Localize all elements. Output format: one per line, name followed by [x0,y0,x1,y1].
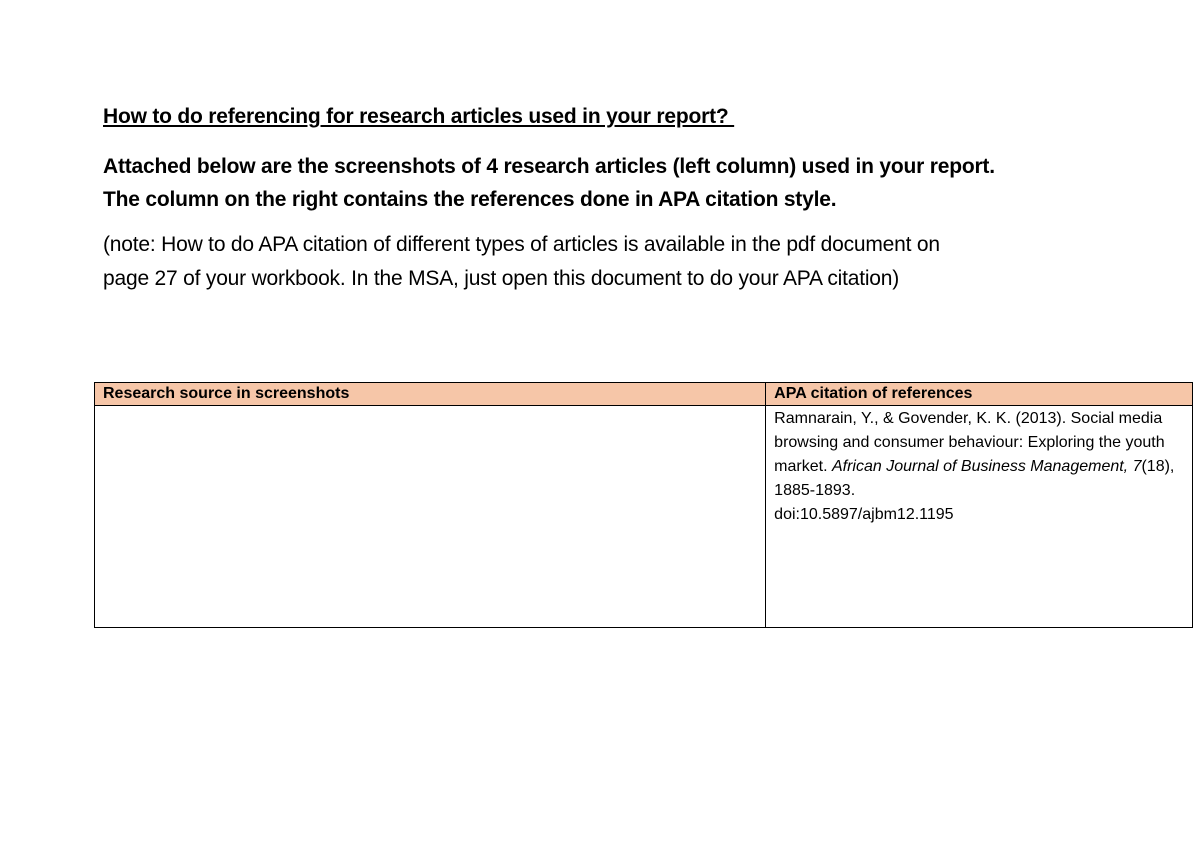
page-heading: How to do referencing for research articles used in your report? [103,105,735,128]
note-line-1: (note: How to do APA citation of different types of articles is available in the pdf document on [103,233,940,256]
citation-doi: doi:10.5897/ajbm12.1195 [774,506,954,523]
note-line-2: page 27 of your workbook. In the MSA, just open this document to do your APA citation) [103,267,900,290]
reference-table [94,382,1193,628]
intro-line-2: The column on the right contains the references done in APA citation style. [103,188,837,211]
note-paragraph [103,228,1163,296]
intro-paragraph [103,150,1163,216]
header-research-source: Research source in screenshots [95,383,766,406]
intro-line-1: Attached below are the screenshots of 4 research articles (left column) used in your report. [103,155,995,178]
citation-journal-volume: African Journal of Business Management, 7 [831,458,1142,475]
apa-citation-cell [766,406,1193,628]
citation-issue-pages: (18), 1885-1893. [774,458,1175,499]
table-header-row [95,383,1193,406]
table-row [95,406,1193,628]
header-apa-citation: APA citation of references [766,383,1193,406]
citation-authors-title: Ramnarain, Y., & Govender, K. K. (2013). Social media browsing and consumer behaviour: Exploring the youth market. [774,410,1165,475]
research-source-cell [95,406,766,628]
